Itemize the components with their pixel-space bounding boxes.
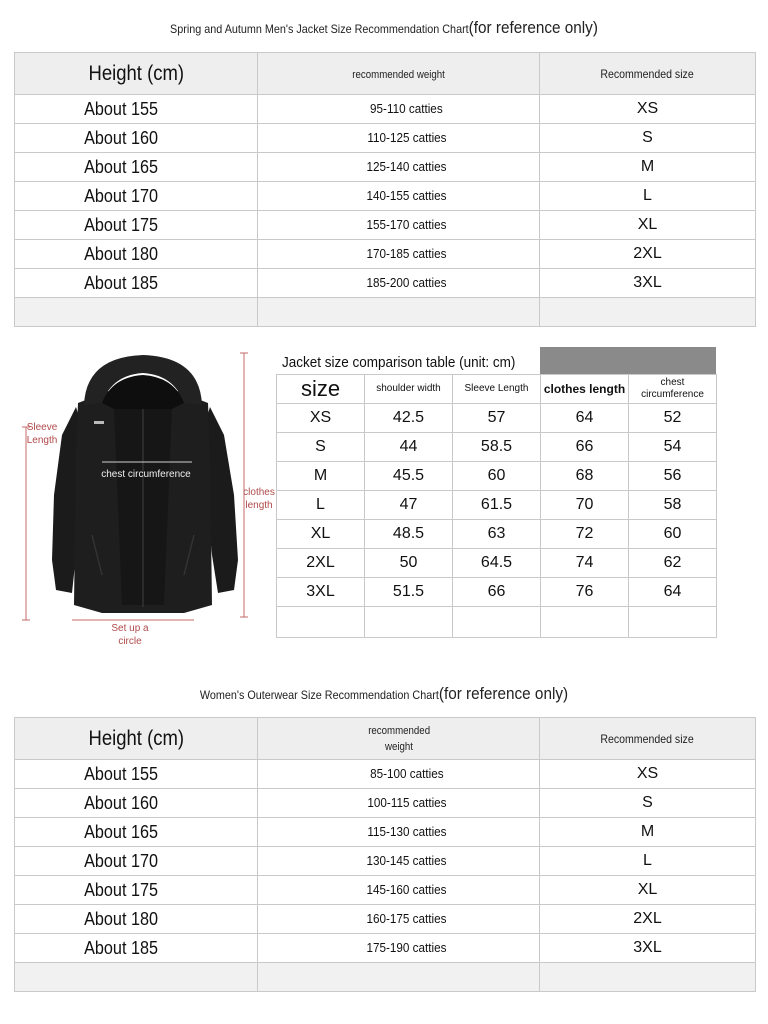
women-header-height bbox=[15, 718, 258, 760]
cell: 61.5 bbox=[453, 491, 541, 520]
sleeve-length-label: Sleeve Length bbox=[26, 422, 58, 446]
cell: 54 bbox=[629, 433, 717, 462]
cell: S bbox=[277, 433, 365, 462]
row-weight: 145-160 catties bbox=[366, 882, 447, 897]
row-size: XS bbox=[636, 100, 659, 117]
row-weight: 155-170 catties bbox=[366, 217, 447, 232]
table-row bbox=[277, 433, 717, 462]
table-row bbox=[15, 905, 756, 934]
cell: 63 bbox=[453, 520, 541, 549]
row-weight: 140-155 catties bbox=[366, 188, 447, 203]
table-row bbox=[277, 462, 717, 491]
col-chest-circumference: chest circumference bbox=[629, 375, 717, 404]
table-row bbox=[277, 520, 717, 549]
women-title-note: (for reference only) bbox=[438, 684, 569, 703]
row-size: 2XL bbox=[633, 245, 662, 262]
row-size: XS bbox=[636, 765, 659, 782]
women-header-weight bbox=[258, 718, 540, 760]
row-height: About 175 bbox=[84, 879, 158, 900]
men-table-header bbox=[15, 53, 756, 95]
jacket-size-comparison-table bbox=[276, 374, 717, 638]
men-header-weight-text: recommended weight bbox=[352, 68, 445, 81]
women-header-weight-text: recommended weight bbox=[367, 724, 430, 753]
col-clothes-length: clothes length bbox=[541, 375, 629, 404]
row-weight: 95-110 catties bbox=[370, 101, 443, 116]
cell: 76 bbox=[541, 578, 629, 607]
women-table-header bbox=[15, 718, 756, 760]
cell: 56 bbox=[629, 462, 717, 491]
table-row bbox=[277, 404, 717, 433]
row-height: About 170 bbox=[84, 850, 158, 871]
cell: 60 bbox=[629, 520, 717, 549]
women-header-size-text: Recommended size bbox=[600, 731, 695, 746]
table-row bbox=[15, 760, 756, 789]
empty-row bbox=[15, 298, 756, 327]
table-row bbox=[15, 124, 756, 153]
row-weight: 185-200 catties bbox=[366, 275, 447, 290]
row-size: M bbox=[640, 823, 655, 840]
comparison-title: Jacket size comparison table (unit: cm) bbox=[282, 354, 516, 371]
row-height: About 185 bbox=[84, 272, 158, 293]
comparison-header bbox=[277, 375, 717, 404]
table-row bbox=[15, 847, 756, 876]
cell: 74 bbox=[541, 549, 629, 578]
cell: 2XL bbox=[277, 549, 365, 578]
row-height: About 160 bbox=[84, 127, 158, 148]
women-title-text: Women's Outerwear Size Recommendation Chart bbox=[199, 688, 439, 702]
table-row bbox=[15, 211, 756, 240]
cell: 42.5 bbox=[365, 404, 453, 433]
col-shoulder-width: shoulder width bbox=[365, 375, 453, 404]
row-weight: 130-145 catties bbox=[366, 853, 447, 868]
cell: 70 bbox=[541, 491, 629, 520]
cell: 44 bbox=[365, 433, 453, 462]
chest-circumference-label: chest circumference bbox=[101, 469, 191, 480]
cell: 48.5 bbox=[365, 520, 453, 549]
cell: 57 bbox=[453, 404, 541, 433]
comparison-title-bar bbox=[540, 347, 716, 374]
table-row bbox=[15, 269, 756, 298]
women-header-height-text: Height (cm) bbox=[88, 726, 184, 750]
row-height: About 165 bbox=[84, 821, 158, 842]
women-header-size bbox=[540, 718, 756, 760]
table-row bbox=[15, 182, 756, 211]
row-size: 2XL bbox=[633, 910, 662, 927]
row-size: XL bbox=[637, 216, 658, 233]
jacket-illustration bbox=[14, 345, 272, 650]
row-size: 3XL bbox=[633, 274, 662, 291]
cell: 72 bbox=[541, 520, 629, 549]
cell: 52 bbox=[629, 404, 717, 433]
table-row bbox=[15, 95, 756, 124]
cell: XS bbox=[277, 404, 365, 433]
cell: 51.5 bbox=[365, 578, 453, 607]
empty-row bbox=[15, 963, 756, 992]
jacket-diagram bbox=[14, 345, 275, 650]
row-size: L bbox=[643, 187, 652, 204]
row-size: XL bbox=[637, 881, 658, 898]
cell: 66 bbox=[453, 578, 541, 607]
row-size: S bbox=[642, 794, 653, 811]
empty-row bbox=[277, 607, 717, 638]
row-weight: 160-175 catties bbox=[366, 911, 447, 926]
table-row bbox=[15, 876, 756, 905]
cell: 45.5 bbox=[365, 462, 453, 491]
cell: 50 bbox=[365, 549, 453, 578]
row-weight: 170-185 catties bbox=[366, 246, 447, 261]
row-weight: 175-190 catties bbox=[366, 940, 447, 955]
men-title-note: (for reference only) bbox=[468, 18, 598, 37]
cell: 64 bbox=[629, 578, 717, 607]
table-row bbox=[277, 578, 717, 607]
cell: 68 bbox=[541, 462, 629, 491]
cell: 64.5 bbox=[453, 549, 541, 578]
table-row bbox=[277, 491, 717, 520]
women-chart-title bbox=[38, 684, 729, 704]
men-title-text: Spring and Autumn Men's Jacket Size Recommendation Chart bbox=[170, 22, 469, 36]
row-height: About 180 bbox=[84, 908, 158, 929]
men-header-height-text: Height (cm) bbox=[88, 61, 184, 85]
men-header-size bbox=[540, 53, 756, 95]
row-height: About 155 bbox=[84, 98, 158, 119]
table-row bbox=[15, 240, 756, 269]
table-row bbox=[15, 789, 756, 818]
men-size-table bbox=[14, 52, 756, 327]
row-weight: 110-125 catties bbox=[366, 130, 447, 145]
row-height: About 180 bbox=[84, 243, 158, 264]
women-size-table bbox=[14, 717, 756, 992]
cell: 60 bbox=[453, 462, 541, 491]
row-weight: 125-140 catties bbox=[366, 159, 447, 174]
cell: 58.5 bbox=[453, 433, 541, 462]
row-height: About 165 bbox=[84, 156, 158, 177]
table-row bbox=[277, 549, 717, 578]
row-size: 3XL bbox=[633, 939, 662, 956]
cell: 66 bbox=[541, 433, 629, 462]
row-weight: 85-100 catties bbox=[369, 766, 444, 781]
men-chart-title bbox=[38, 18, 729, 38]
table-row bbox=[15, 934, 756, 963]
cell: 58 bbox=[629, 491, 717, 520]
row-height: About 170 bbox=[84, 185, 158, 206]
table-row bbox=[15, 818, 756, 847]
row-weight: 115-130 catties bbox=[366, 824, 447, 839]
cell: L bbox=[277, 491, 365, 520]
clothes-length-label: clothes length bbox=[243, 487, 275, 511]
men-header-size-text: Recommended size bbox=[600, 66, 695, 81]
cell: 62 bbox=[629, 549, 717, 578]
row-weight: 100-115 catties bbox=[366, 795, 447, 810]
row-height: About 155 bbox=[84, 763, 158, 784]
row-size: L bbox=[643, 852, 652, 869]
cell: 47 bbox=[365, 491, 453, 520]
row-size: M bbox=[640, 158, 655, 175]
cell: 3XL bbox=[277, 578, 365, 607]
row-size: S bbox=[642, 129, 653, 146]
cell: XL bbox=[277, 520, 365, 549]
men-header-weight bbox=[258, 53, 540, 95]
hem-circle-label: Set up a circle bbox=[111, 623, 149, 647]
row-height: About 160 bbox=[84, 792, 158, 813]
cell: 64 bbox=[541, 404, 629, 433]
col-size: size bbox=[277, 375, 365, 404]
row-height: About 175 bbox=[84, 214, 158, 235]
row-height: About 185 bbox=[84, 937, 158, 958]
table-row bbox=[15, 153, 756, 182]
cell: M bbox=[277, 462, 365, 491]
men-header-height bbox=[15, 53, 258, 95]
col-sleeve-length: Sleeve Length bbox=[453, 375, 541, 404]
